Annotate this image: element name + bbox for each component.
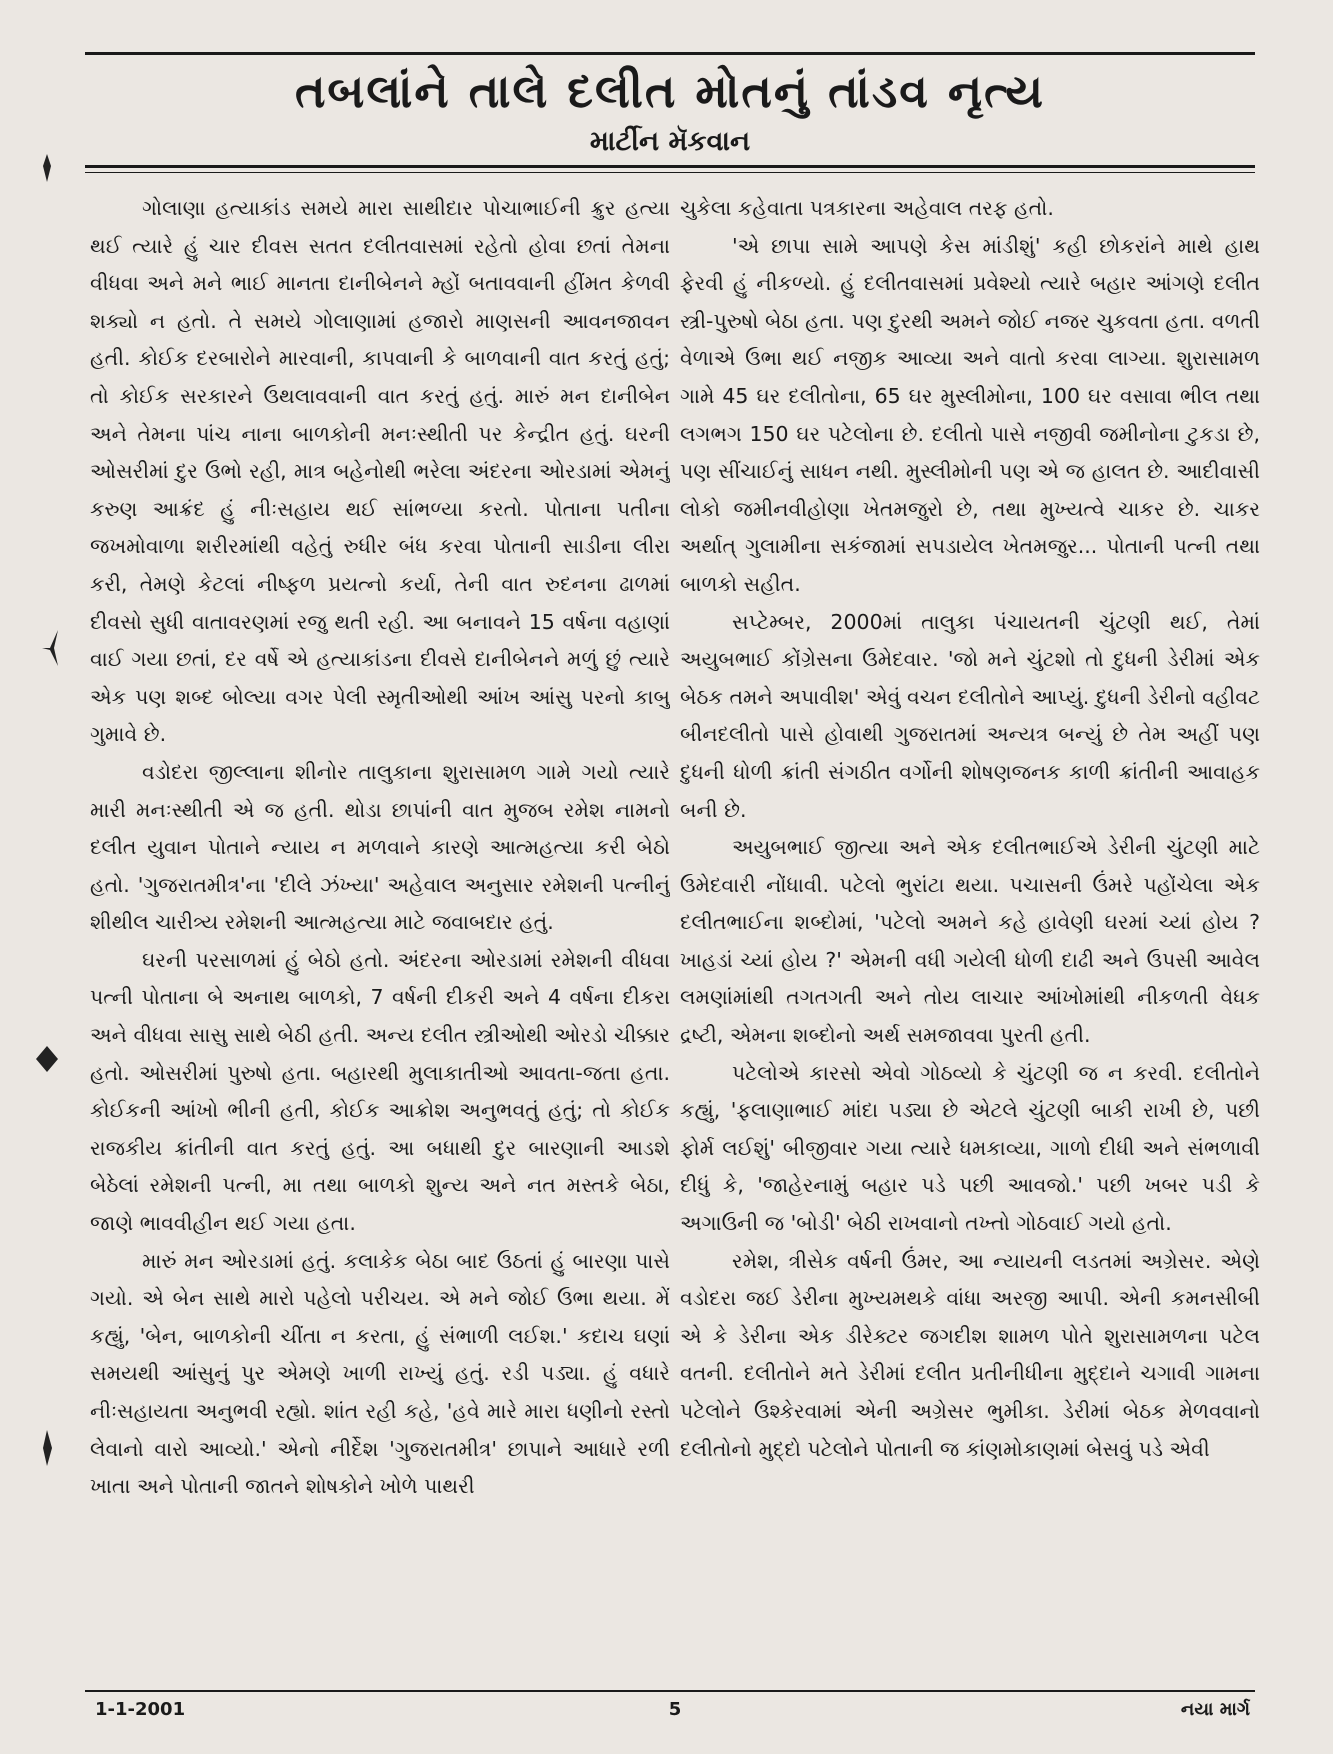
top-rule	[85, 52, 1255, 55]
page-number: 5	[668, 1699, 682, 1720]
binding-hole-mark-icon	[34, 1044, 60, 1074]
article-column-left	[90, 190, 670, 1680]
paragraph: 'એ છાપા સામે આપણે કેસ માંડીશું' કહી છોકરાંને માથે હાથ ફેરવી હું નીકળ્યો. હું દલીતવાસમાં પ્રવેશ્યો ત્યારે બહાર આંગણે દલીત સ્ત્રી-પુરુષો બેઠા હતા. પણ દુરથી અમને જોઈ નજર ચુકવતા હતા. વળતી વેળાએ ઉભા થઈ નજીક આવ્યા અને વાતો કરવા લાગ્યા. શુરાસામળ ગામે 45 ઘર દલીતોના, 65 ઘર મુસ્લીમોના, 100 ઘર વસાવા ભીલ તથા લગભગ 150 ઘર પટેલોના છે. દલીતો પાસે નજીવી જમીનોના ટુકડા છે, પણ સીંચાઈનું સાધન નથી. મુસ્લીમોની પણ એ જ હાલત છે. આદીવાસી લોકો જમીનવીહોણા ખેતમજુરો છે, તથા મુખ્યત્વે ચાકર છે. ચાકર અર્થાત્ ગુલામીના સકંજામાં સપડાયેલ ખેતમજુર... પોતાની પત્ની તથા બાળકો સહીત.	[680, 233, 1260, 596]
paragraph: ગોલાણા હત્યાકાંડ સમયે મારા સાથીદાર પોચાભાઈની ક્રુર હત્યા થઈ ત્યારે હું ચાર દીવસ સતત દલીતવાસમાં રહેતો હોવા છતાં તેમના વીધવા અને મને ભાઈ માનતા દાનીબેનને મ્હોં બતાવવાની હીંમત કેળવી શક્યો ન હતો. તે સમયે ગોલાણામાં હજારો માણસની આવનજાવન હતી. કોઈક દરબારોને મારવાની, કાપવાની કે બાળવાની વાત કરતું હતું; તો કોઈક સરકારને ઉથલાવવાની વાત કરતું હતું. મારું મન દાનીબેન અને તેમના પાંચ નાના બાળકોની મનઃસ્થીતી પર કેન્દ્રીત હતું. ઘરની ઓસરીમાં દુર ઉભો રહી, માત્ર બહેનોથી ભરેલા અંદરના ઓરડામાં એમનું કરુણ આક્રંદ હું નીઃસહાય થઈ સાંભળ્યા કરતો. પોતાના પતીના જખમોવાળા શરીરમાંથી વહેતું રુધીર બંધ કરવા પોતાની સાડીના લીરા કરી, તેમણે કેટલાં નીષ્ફળ પ્રયત્નો કર્યા, તેની વાત રુદનના ઢાળમાં દીવસો સુધી વાતાવરણમાં રજુ થતી રહી. આ બનાવને 15 વર્ષના વહાણાં વાઈ ગયા છતાં, દર વર્ષે એ હત્યાકાંડના દીવસે દાનીબેનને મળું છું ત્યારે એક પણ શબ્દ બોલ્યા વગર પેલી સ્મૃતીઓથી આંખ આંસુ પરનો કાબુ ગુમાવે છે.	[90, 196, 670, 747]
paragraph: ઘરની પરસાળમાં હું બેઠો હતો. અંદરના ઓરડામાં રમેશની વીધવા પત્ની પોતાના બે અનાથ બાળકો, 7 વર્ષની દીકરી અને 4 વર્ષના દીકરા અને વીધવા સાસુ સાથે બેઠી હતી. અન્ય દલીત સ્ત્રીઓથી ઓરડો ચીક્કાર હતો. ઓસરીમાં પુરુષો હતા. બહારથી મુલાકાતીઓ આવતા-જતા હતા. કોઈકની આંખો ભીની હતી, કોઈક આક્રોશ અનુભવતું હતું; તો કોઈક રાજકીય ક્રાંતીની વાત કરતું હતું. આ બધાથી દુર બારણાની આડશે બેઠેલાં રમેશની પત્ની, મા તથા બાળકો શુન્ય અને નત મસ્તકે બેઠા, જાણે ભાવવીહીન થઈ ગયા હતા.	[90, 947, 670, 1236]
footer-rule	[85, 1690, 1255, 1692]
headline: તબલાંને તાલે દલીત મોતનું તાંડવ નૃત્ય	[294, 64, 1046, 118]
article-column-right	[680, 190, 1260, 1680]
paragraph: વડોદરા જીલ્લાના શીનોર તાલુકાના શુરાસામળ ગામે ગયો ત્યારે મારી મનઃસ્થીતી એ જ હતી. થોડા છાપાંની વાત મુજબ રમેશ નામનો દલીત યુવાન પોતાને ન્યાય ન મળવાને કારણે આત્મહત્યા કરી બેઠો હતો. 'ગુજરાતમીત્ર'ના 'દીલે ઝંખ્યા' અહેવાલ અનુસાર રમેશની પત્નીનું શીથીલ ચારીત્ર્ય રમેશની આત્મહત્યા માટે જવાબદાર હતું.	[90, 759, 670, 935]
author-byline: માર્ટીન મૅકવાન	[589, 126, 751, 157]
paragraph: અયુબભાઈ જીત્યા અને એક દલીતભાઈએ ડેરીની ચુંટણી માટે ઉમેદવારી નોંધાવી. પટેલો ભુરાંટા થયા. પચાસની ઉંમરે પહોંચેલા એક દલીતભાઈના શબ્દોમાં, 'પટેલો અમને કહે હાવેણી ઘરમાં ચ્યાં હોય ? ખાહડાં ચ્યાં હોય ?' એમની વધી ગયેલી ધોળી દાઢી અને ઉપસી આવેલ લમણાંમાંથી તગતગતી અને તોય લાચાર આંખોમાંથી નીકળતી વેધક દ્રષ્ટી, એમના શબ્દોનો અર્થ સમજાવવા પુરતી હતી.	[680, 835, 1260, 1048]
paragraph: સપ્ટેમ્બર, 2000માં તાલુકા પંચાયતની ચુંટણી થઈ, તેમાં અયુબભાઈ કોંગ્રેસના ઉમેદવાર. 'જો મને ચુંટશો તો દુધની ડેરીમાં એક બેઠક તમને અપાવીશ' એવું વચન દલીતોને આપ્યું. દુધની ડેરીનો વહીવટ બીનદલીતો પાસે હોવાથી ગુજરાતમાં અન્યત્ર બન્યું છે તેમ અહીં પણ દુધની ધોળી ક્રાંતી સંગઠીત વર્ગોની શોષણજનક કાળી ક્રાંતીની આવાહક બની છે.	[680, 609, 1260, 822]
publication-name: નયા માર્ગ	[1180, 1699, 1250, 1720]
paragraph-continuation: ચુકેલા કહેવાતા પત્રકારના અહેવાલ તરફ હતો.	[680, 196, 1054, 220]
issue-date: 1-1-2001	[95, 1699, 186, 1720]
margin-arrow-icon	[36, 152, 58, 184]
paragraph: મારું મન ઓરડામાં હતું. કલાકેક બેઠા બાદ ઉઠતાં હું બારણા પાસે ગયો. એ બેન સાથે મારો પહેલો પરીચય. એ મને જોઈ ઉભા થયા. મેં કહ્યું, 'બેન, બાળકોની ચીંતા ન કરતા, હું સંભાળી લઈશ.' કદાચ ઘણાં સમયથી આંસુનું પુર એમણે ખાળી રાખ્યું હતું. રડી પડ્યા. હું વધારે નીઃસહાયતા અનુભવી રહ્યો. શાંત રહી કહે, 'હવે મારે મારા ધણીનો રસ્તો લેવાનો વારો આવ્યો.' એનો નીર્દેશ 'ગુજરાતમીત્ર' છાપાને આધારે રળી ખાતા અને પોતાની જાતને શોષકોને ખોળે પાથરી	[90, 1248, 670, 1499]
header-divider	[85, 165, 1255, 168]
paragraph: રમેશ, ત્રીસેક વર્ષની ઉંમર, આ ન્યાયની લડતમાં અગ્રેસર. એણે વડોદરા જઈ ડેરીના મુખ્યમથકે વાંધા અરજી આપી. એની કમનસીબી એ કે ડેરીના એક ડીરેક્ટર જગદીશ શામળ પોતે શુરાસામળના પટેલ વતની. દલીતોને મતે ડેરીમાં દલીત પ્રતીનીધીના મુદ્દાને ચગાવી ગામના પટેલોને ઉશ્કેરવામાં એની અગ્રેસર ભુમીકા. ડેરીમાં બેઠક મેળવવાનો દલીતોનો મુદ્દો પટેલોને પોતાની જ કાંણમોકાણમાં બેસવું પડે એવી	[680, 1248, 1260, 1461]
margin-arrow-icon	[38, 1428, 56, 1468]
header-divider-thin	[85, 172, 1255, 173]
paragraph: પટેલોએ કારસો એવો ગોઠવ્યો કે ચુંટણી જ ન કરવી. દલીતોને કહ્યું, 'ફલાણાભાઈ માંદા પડ્યા છે એટલે ચુંટણી બાકી રાખી છે, પછી ફોર્મ લઈશું' બીજીવાર ગયા ત્યારે ધમકાવ્યા, ગાળો દીધી અને સંભળાવી દીધું કે, 'જાહેરનામું બહાર પડે પછી આવજો.' પછી ખબર પડી કે અગાઉની જ 'બોડી' બેઠી રાખવાનો તખ્તો ગોઠવાઈ ગયો હતો.	[680, 1060, 1260, 1236]
binding-hole-mark-icon	[38, 628, 62, 668]
